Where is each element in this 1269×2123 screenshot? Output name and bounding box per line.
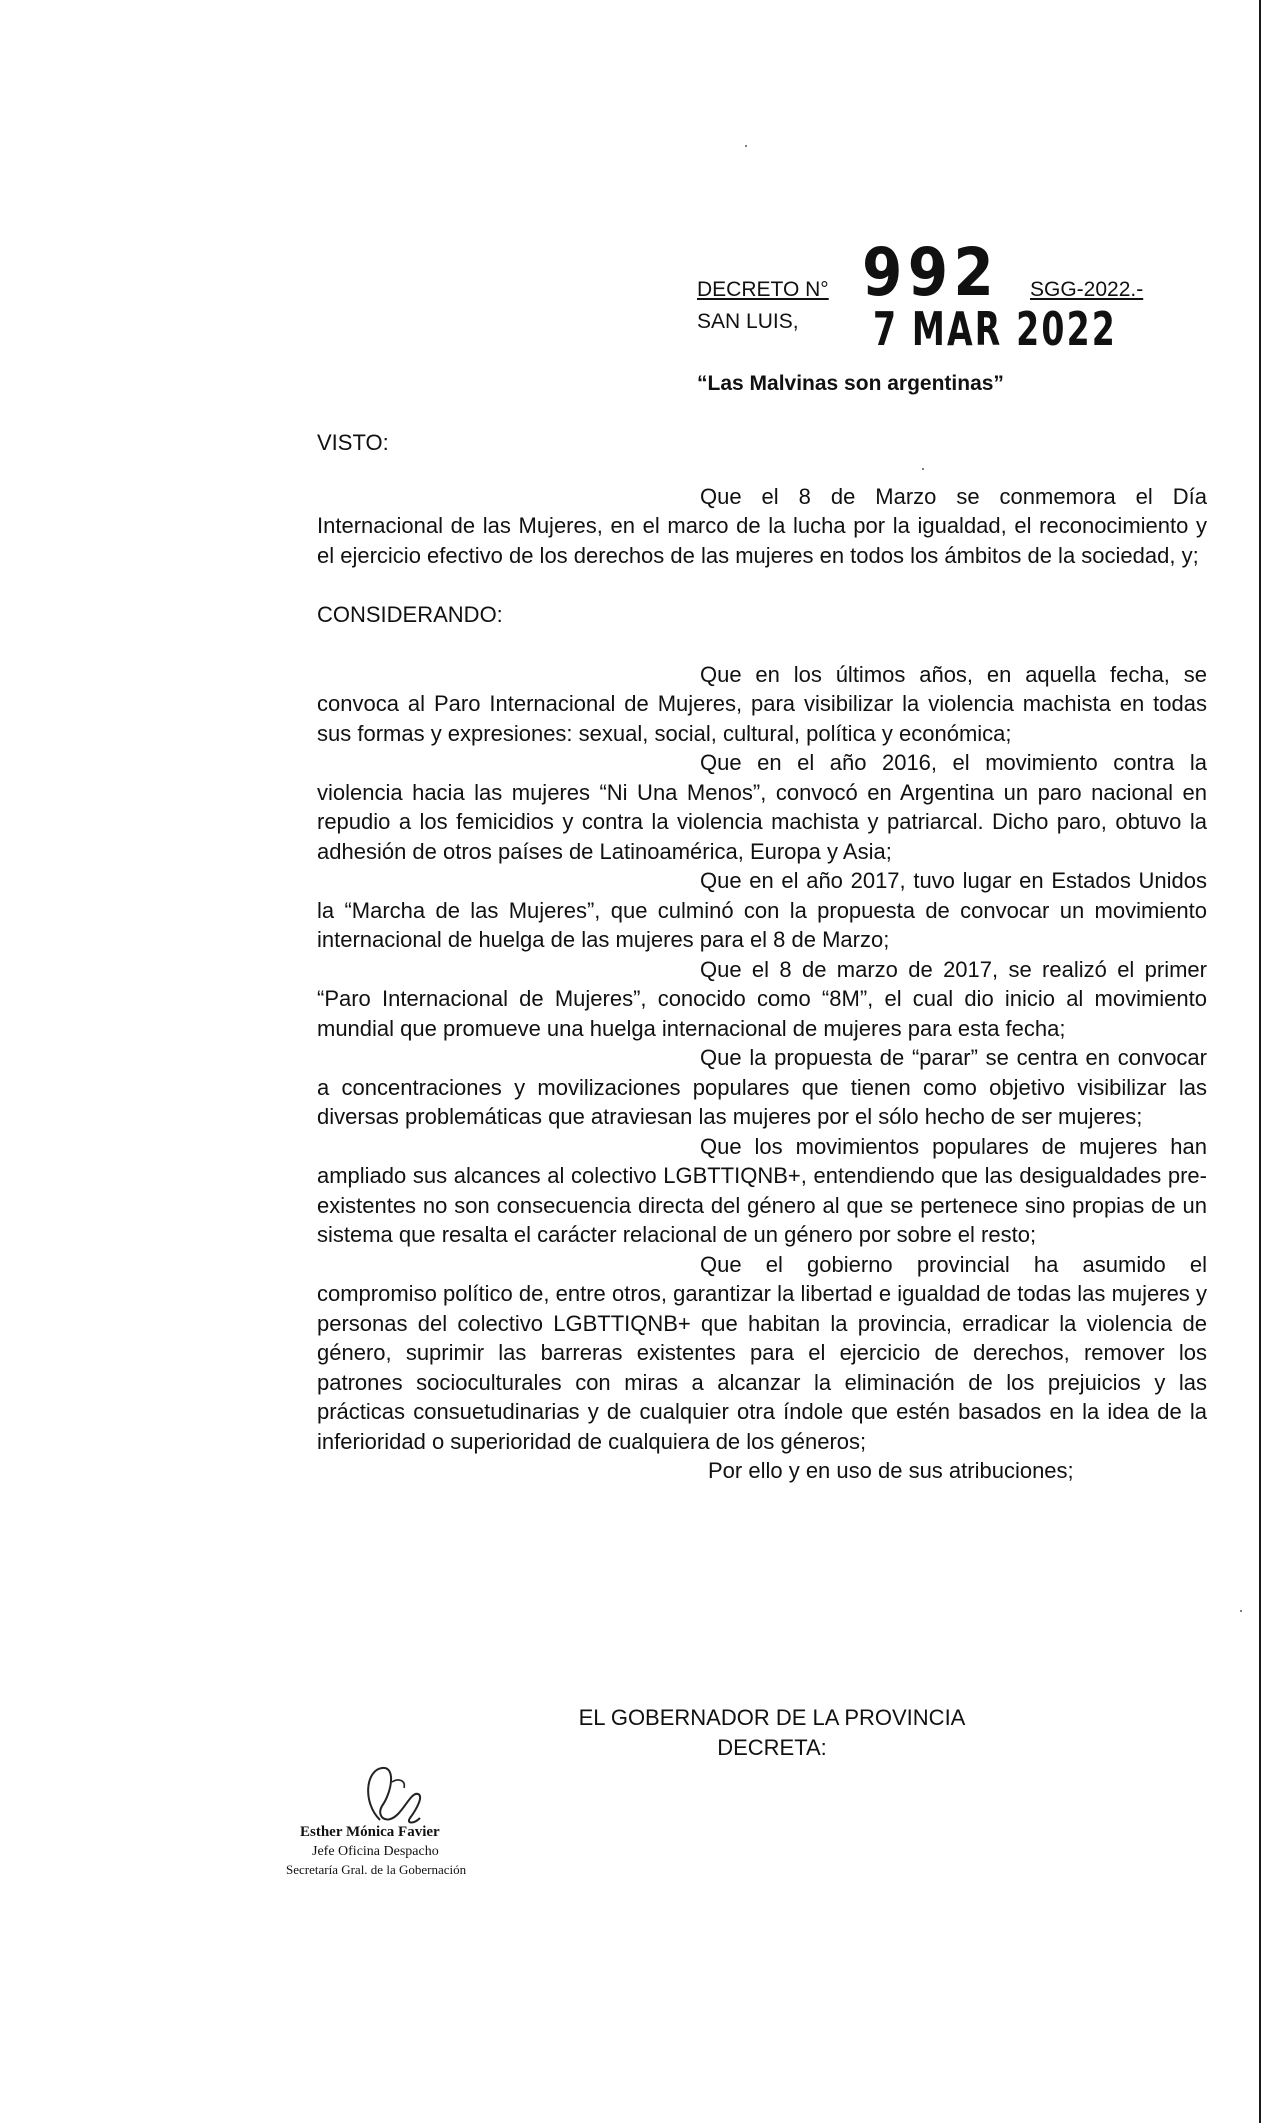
- scan-speck: [745, 145, 747, 147]
- governor-line: EL GOBERNADOR DE LA PROVINCIA: [578, 1705, 966, 1730]
- decree-number-stamp: 992: [862, 234, 1000, 311]
- decreta-line: DECRETA:: [717, 1735, 827, 1760]
- decree-number-row: [697, 234, 1217, 311]
- city-label: SAN LUIS,: [697, 310, 799, 333]
- signatory-name: Esther Mónica Favier: [300, 1824, 440, 1840]
- considerando-paragraph: Que la propuesta de “parar” se centra en convocar a concentraciones y movilizaciones populares que tienen como objetivo visibilizar las diversas problemáticas que atraviesan las mujeres por el sólo hecho de ser mujeres;: [317, 1045, 1207, 1129]
- considerando-paragraph: Que los movimientos populares de mujeres han ampliado sus alcances al colectivo LGBTTIQNB+, entendiendo que las desigualdades pre-existentes no son consecuencia directa del género al que se pertenece sino propias de un sistema que resalta el carácter relacional de un género por sobre el resto;: [317, 1133, 1207, 1247]
- visto-paragraph: Que el 8 de Marzo se conmemora el Día Internacional de las Mujeres, en el marco de la lucha por la igualdad, el reconocimiento y el ejercicio efectivo de los derechos de las mujeres en todos los ámbitos de la sociedad, y;: [317, 483, 1207, 568]
- motto: “Las Malvinas son argentinas”: [697, 372, 1004, 395]
- scan-speck: [922, 468, 924, 470]
- signatory-office: Secretaría Gral. de la Gobernación: [286, 1862, 467, 1877]
- scan-speck: [1240, 1610, 1242, 1612]
- considerando-paragraph: Que el gobierno provincial ha asumido el compromiso político de, entre otros, garantizar la libertad e igualdad de todas las mujeres y personas del colectivo LGBTTIQNB+ que habitan la provincia, erradicar la violencia de género, suprimir las barreras existentes para el ejercicio de derechos, remover los patrones socioculturales con miras a alcanzar la eliminación de los prejuicios y las prácticas consuetudinarias y de cualquier otra índole que estén basados en la idea de la inferioridad o superioridad de cualquiera de los géneros;: [317, 1251, 1207, 1454]
- governor-block: [552, 1703, 992, 1763]
- considerando-paragraph: Que en el año 2017, tuvo lugar en Estados Unidos la “Marcha de las Mujeres”, que culminó con la propuesta de convocar un movimiento internacional de huelga de las mujeres para el 8 de Marzo;: [317, 868, 1207, 952]
- visto-heading: VISTO:: [317, 430, 389, 455]
- decree-body: [317, 428, 1207, 1486]
- considerando-paragraph: Que en el año 2016, el movimiento contra la violencia hacia las mujeres “Ni Una Menos”, convocó en Argentina un paro nacional en repudio a los femicidios y contra la violencia machista y patriarcal. Dicho paro, obtuvo la adhesión de otros países de Latinoamérica, Europa y Asia;: [317, 750, 1207, 864]
- considerando-heading: CONSIDERANDO:: [317, 602, 503, 627]
- considerando-paragraph: Que el 8 de marzo de 2017, se realizó el primer “Paro Internacional de Mujeres”, conocido como “8M”, el cual dio inicio al movimiento mundial que promueve una huelga internacional de mujeres para esta fecha;: [317, 956, 1207, 1041]
- date-stamp: 7 MAR 2022: [873, 302, 1117, 356]
- decree-label: DECRETO N°: [697, 278, 829, 301]
- signatory-role: Jefe Oficina Despacho: [312, 1844, 439, 1859]
- place-date-row: [697, 302, 1217, 366]
- closing-line: Por ello y en uso de sus atribuciones;: [708, 1458, 1074, 1483]
- decree-header: [697, 234, 1217, 395]
- considerando-paragraph: Que en los últimos años, en aquella fecha, se convoca al Paro Internacional de Mujeres, para visibilizar la violencia machista en todas sus formas y expresiones: sexual, social, cultural, política y económica;: [317, 661, 1207, 746]
- decree-suffix: SGG-2022.-: [1030, 278, 1144, 301]
- page-edge-line: [1259, 0, 1261, 2123]
